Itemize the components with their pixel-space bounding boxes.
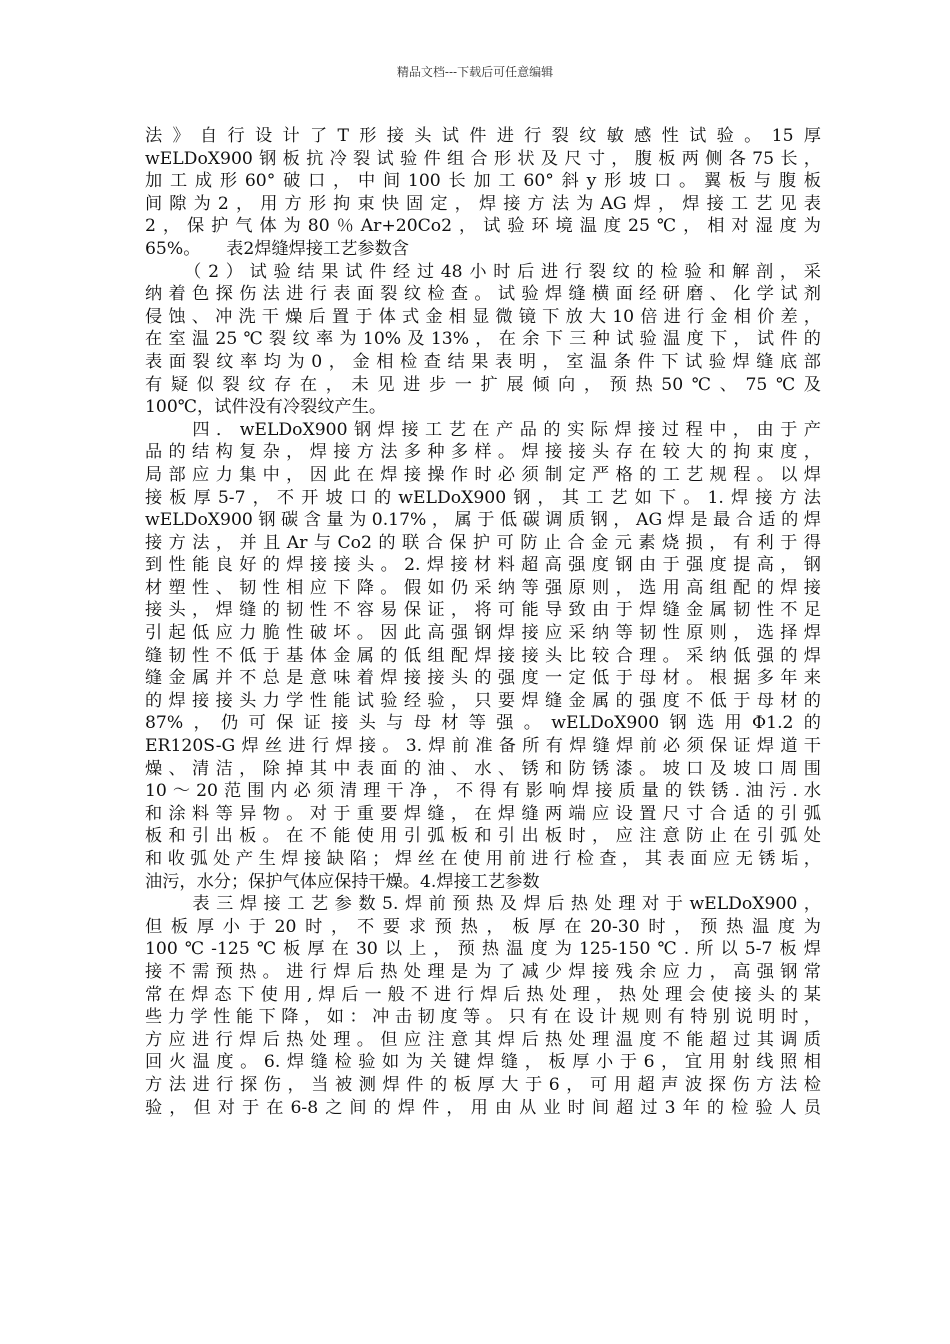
text-line: 缝韧性不低于基体金属的低组配焊接接头比较合理。采纳低强的焊 — [145, 645, 821, 666]
text-line: ER120S-G焊丝进行焊接。3.焊前准备所有焊缝焊前必须保证焊道干 — [145, 736, 821, 757]
page-header: 精品文档---下载后可任意编辑 — [396, 65, 554, 79]
text-line: 10～20范围内必须清理干净，不得有影响焊接质量的铁锈.油污.水 — [145, 781, 821, 802]
text-line: 板和引出板。在不能使用引弧板和引出板时，应注意防止在引弧处 — [145, 826, 821, 847]
text-line: 间隙为2，用方形拘束快固定，焊接方法为AG焊，焊接工艺见表 — [145, 193, 821, 214]
text-line: 但板厚小于20时，不要求预热，板厚在20-30时，预热温度为 — [145, 916, 821, 937]
text-line: 回火温度。6.焊缝检验如为关键焊缝，板厚小于6，宜用射线照相 — [145, 1052, 821, 1073]
text-line: wELDoX900钢板抗冷裂试验件组合形状及尺寸，腹板两侧各75长， — [145, 148, 821, 169]
text-line: 到性能良好的焊接接头。2.焊接材料超高强度钢由于强度提高，钢 — [145, 555, 821, 576]
text-line: 表三焊接工艺参数5.焊前预热及焊后热处理对于wELDoX900， — [145, 894, 821, 915]
text-line: 65%。 表2焊缝焊接工艺参数含 — [145, 238, 409, 259]
text-line: 常在焊态下使用,焊后一般不进行焊后热处理，热处理会使接头的某 — [145, 984, 821, 1005]
text-line: 接方法，并且Ar与Co2的联合保护可防止合金元素烧损，有利于得 — [145, 532, 821, 553]
text-line: 品的结构复杂，焊接方法多种多样。焊接接头存在较大的拘束度， — [145, 442, 821, 463]
text-line: 油污，水分；保护气体应保持干燥。4.焊接工艺参数 — [145, 871, 540, 892]
document-body — [145, 125, 821, 1119]
text-line: 侵蚀、冲洗干燥后置于体式金相显微镜下放大10倍进行金相价差， — [145, 306, 821, 327]
text-line: 些力学性能下降，如：冲击韧度等。只有在设计规则有特别说明时， — [145, 1007, 821, 1028]
text-line: 87%，仍可保证接头与母材等强。wELDoX900钢选用Φ1.2的 — [145, 713, 821, 734]
text-line: 接板厚5-7，不开坡口的wELDoX900钢，其工艺如下。1.焊接方法 — [145, 487, 821, 508]
text-line: 燥、清洁，除掉其中表面的油、水、锈和防锈漆。坡口及坡口周围 — [145, 758, 821, 779]
text-line: 四．wELDoX900钢焊接工艺在产品的实际焊接过程中，由于产 — [145, 419, 821, 440]
text-line: 验，但对于在6-8之间的焊件，用由从业时间超过3年的检验人员 — [145, 1097, 821, 1118]
text-line: （2）试验结果试件经过48小时后进行裂纹的检验和解剖，采 — [145, 261, 821, 282]
text-line: 方法进行探伤，当被测焊件的板厚大于6，可用超声波探伤方法检 — [145, 1074, 821, 1095]
text-line: 在室温25℃裂纹率为10%及13%，在余下三种试验温度下，试件的 — [145, 329, 821, 350]
text-line: 纳着色探伤法进行表面裂纹检查。试验焊缝横面经研磨、化学试剂 — [145, 284, 821, 305]
text-line: 局部应力集中，因此在焊接操作时必须制定严格的工艺规程。以焊 — [145, 464, 821, 485]
text-line: 材塑性、韧性相应下降。假如仍采纳等强原则，选用高组配的焊接 — [145, 577, 821, 598]
text-line: 100℃，试件没有冷裂纹产生。 — [145, 397, 387, 418]
text-line: 有疑似裂纹存在，未见进步一扩展倾向，预热50℃、75℃及 — [145, 374, 821, 395]
text-line: 接不需预热。进行焊后热处理是为了减少焊接残余应力，高强钢常 — [145, 961, 821, 982]
text-line: 表面裂纹率均为0，金相检查结果表明，室温条件下试验焊缝底部 — [145, 351, 821, 372]
text-line: 的焊接接头力学性能试验经验，只要焊缝金属的强度不低于母材的 — [145, 690, 821, 711]
text-line: 和收弧处产生焊接缺陷；焊丝在使用前进行检查，其表面应无锈垢， — [145, 849, 821, 869]
text-line: 加工成形60°破口，中间100长加工60°斜y形坡口。翼板与腹板 — [145, 171, 821, 192]
text-line: 方应进行焊后热处理。但应注意其焊后热处理温度不能超过其调质 — [145, 1029, 821, 1050]
text-line: 接头，焊缝的韧性不容易保证，将可能导致由于焊缝金属韧性不足 — [145, 600, 821, 621]
text-line: 和涂料等异物。对于重要焊缝，在焊缝两端应设置尺寸合适的引弧 — [145, 803, 821, 824]
text-line: wELDoX900钢碳含量为0.17%，属于低碳调质钢，AG焊是最合适的焊 — [145, 510, 821, 531]
text-line: 引起低应力脆性破坏。因此高强钢焊接应采纳等韧性原则，选择焊 — [145, 623, 821, 644]
text-line: 2，保护气体为80％Ar+20Co2，试验环境温度25℃，相对湿度为 — [145, 216, 821, 237]
text-line: 法》自行设计了T形接头试件进行裂纹敏感性试验。15厚 — [145, 126, 821, 146]
text-line: 100℃-125℃板厚在30以上，预热温度为125-150℃.所以5-7板焊 — [145, 939, 821, 960]
text-line: 缝金属并不总是意味着焊接接头的强度一定低于母材。根据多年来 — [145, 668, 821, 689]
